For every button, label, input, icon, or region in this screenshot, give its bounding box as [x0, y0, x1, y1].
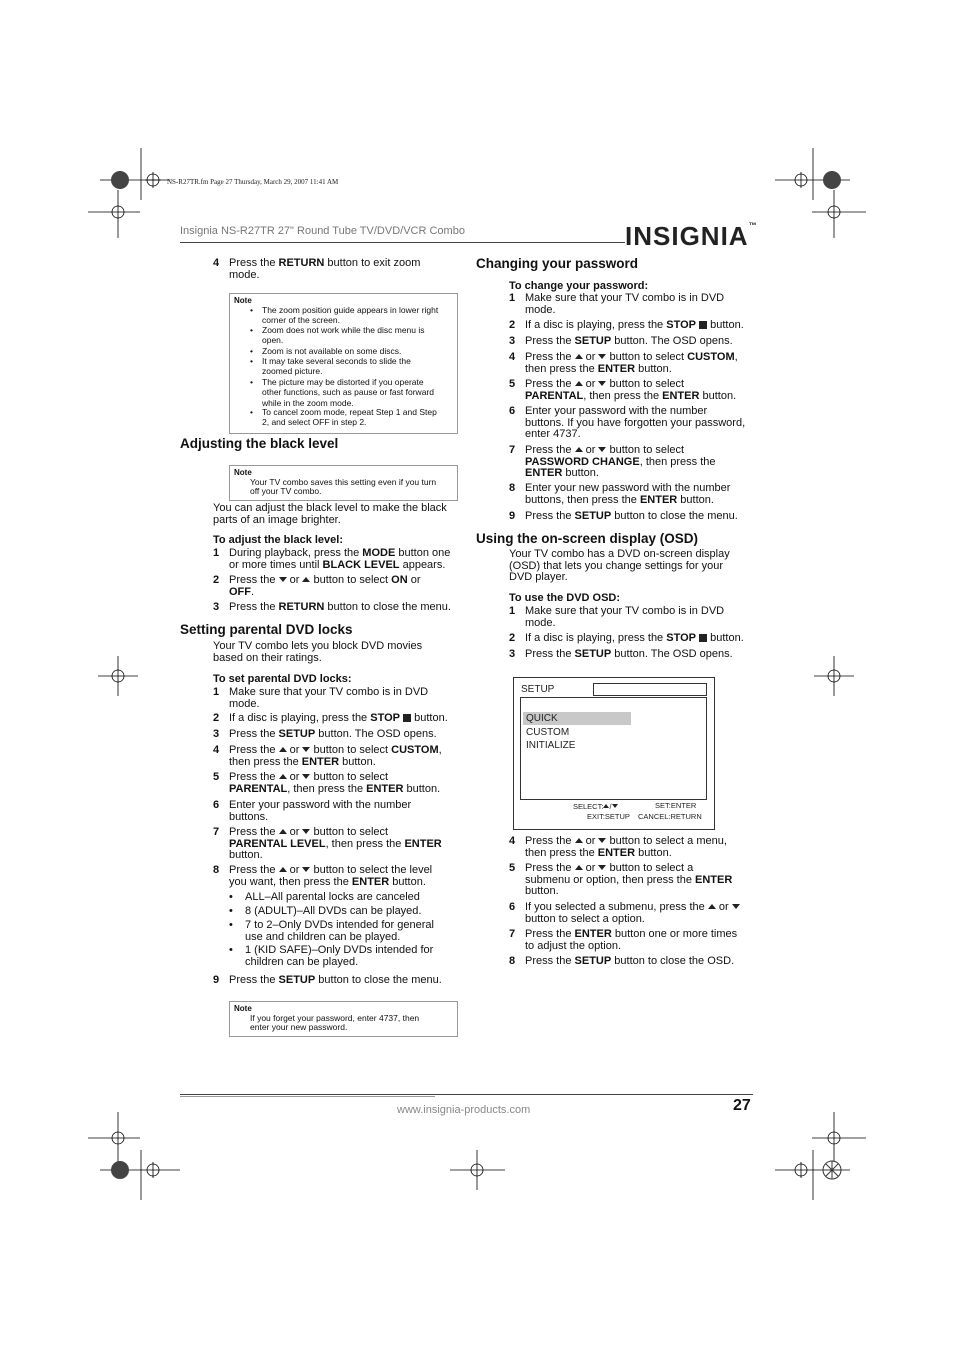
note-bullet-dot: •	[250, 346, 253, 356]
footer-rule-accent	[180, 1096, 435, 1097]
header-title: Insignia NS-R27TR 27" Round Tube TV/DVD/VCR Combo	[180, 225, 465, 237]
note-item-line: Zoom does not work while the disc menu is	[262, 325, 425, 335]
header-rule	[180, 242, 625, 243]
up-arrow-icon	[708, 904, 716, 909]
note-item-line: while in the zoom mode.	[262, 397, 354, 408]
heading-password: Changing your password	[476, 256, 639, 271]
osd-title-box	[593, 683, 707, 696]
footer-url: www.insignia-products.com	[397, 1104, 531, 1116]
note-bullet-dot: •	[250, 305, 253, 315]
page-number: 27	[733, 1097, 751, 1114]
up-arrow-icon	[575, 865, 583, 870]
up-arrow-icon	[279, 867, 287, 872]
heading-parental: Setting parental DVD locks	[180, 622, 353, 637]
osd-set-hint: SET:ENTER	[655, 801, 697, 810]
down-arrow-icon	[732, 904, 740, 909]
note-black-level: Note Your TV combo saves this setting even if you turn off your TV combo.	[229, 465, 458, 501]
note-bullet-dot: •	[250, 356, 253, 366]
stop-icon	[699, 321, 707, 329]
stop-icon	[403, 714, 411, 722]
osd-title: SETUP	[521, 684, 555, 695]
up-arrow-icon	[575, 381, 583, 386]
note-item-line: The zoom position guide appears in lower right	[262, 305, 439, 315]
note-item-line: The picture may be distorted if you operate	[262, 377, 424, 387]
osd-menu-box	[520, 697, 707, 800]
up-arrow-icon	[279, 774, 287, 779]
note-password: Note If you forget your password, enter 4737, then enter your new password.	[229, 1001, 458, 1037]
slug-line: NS-R27TR.fm Page 27 Thursday, March 29, 2007 11:41 AM	[167, 178, 339, 186]
note-item-line: corner of the screen.	[262, 315, 340, 326]
note-item-line: open.	[262, 335, 284, 346]
osd-cancel-hint: CANCEL:RETURN	[638, 812, 702, 821]
black-intro: You can adjust the black level to make the black parts of an image brighter.	[213, 502, 447, 526]
osd-item-custom[interactable]: CUSTOM	[526, 727, 570, 738]
up-arrow-icon	[279, 829, 287, 834]
sub-parental: To set parental DVD locks:	[213, 673, 352, 685]
heading-osd: Using the on-screen display (OSD)	[476, 531, 699, 546]
osd-item-initialize[interactable]: INITIALIZE	[526, 740, 576, 751]
stop-icon	[699, 634, 707, 642]
note-item-line: other functions, such as pause or fast forward	[262, 387, 434, 398]
note-item-line: To cancel zoom mode, repeat Step 1 and Step	[262, 407, 437, 417]
note-bullet-dot: •	[250, 325, 253, 335]
note-zoom: Note • The zoom position guide appears in lower right corner of the screen. • Zoom does not work while the disc menu is open. • Zoom is not available on some discs. • It may take several seconds to slide the zoomed picture. • The picture may be distorted if you operate other functions, such as pause or fast forward while in the zoom mode. • To cancel zoom mode, repeat Step 1 and Step 2, and select OFF in step 2.	[229, 293, 458, 434]
note-bullet-dot: •	[250, 407, 253, 417]
osd-intro: Your TV combo has a DVD on-screen display (OSD) that lets you change settings for your DVD player.	[509, 548, 730, 583]
up-arrow-icon	[575, 354, 583, 359]
up-arrow-icon	[575, 447, 583, 452]
sub-password: To change your password:	[509, 280, 649, 292]
sub-osd: To use the DVD OSD:	[509, 592, 621, 604]
osd-item-quick[interactable]: QUICK	[526, 713, 558, 724]
note-item-line: 2, and select OFF in step 2.	[262, 417, 367, 428]
osd-screen	[513, 677, 715, 830]
osd-exit-hint: EXIT:SETUP	[587, 812, 630, 821]
insignia-logo: INSIGNIA™	[625, 221, 758, 251]
note-bullet-dot: •	[250, 377, 253, 387]
sub-black-level: To adjust the black level:	[213, 534, 343, 546]
footer-rule	[180, 1094, 753, 1095]
note-item-line: It may take several seconds to slide the	[262, 356, 411, 366]
note-item-line: zoomed picture.	[262, 366, 323, 377]
osd-select-hint: SELECT: /	[573, 802, 618, 811]
down-arrow-icon	[612, 804, 618, 808]
note-item-line: Zoom is not available on some discs.	[262, 346, 402, 356]
parental-intro: Your TV combo lets you block DVD movies based on their ratings.	[213, 640, 423, 664]
heading-black-level: Adjusting the black level	[180, 436, 339, 451]
down-arrow-icon	[279, 577, 287, 582]
up-arrow-icon	[575, 838, 583, 843]
up-arrow-icon	[279, 747, 287, 752]
